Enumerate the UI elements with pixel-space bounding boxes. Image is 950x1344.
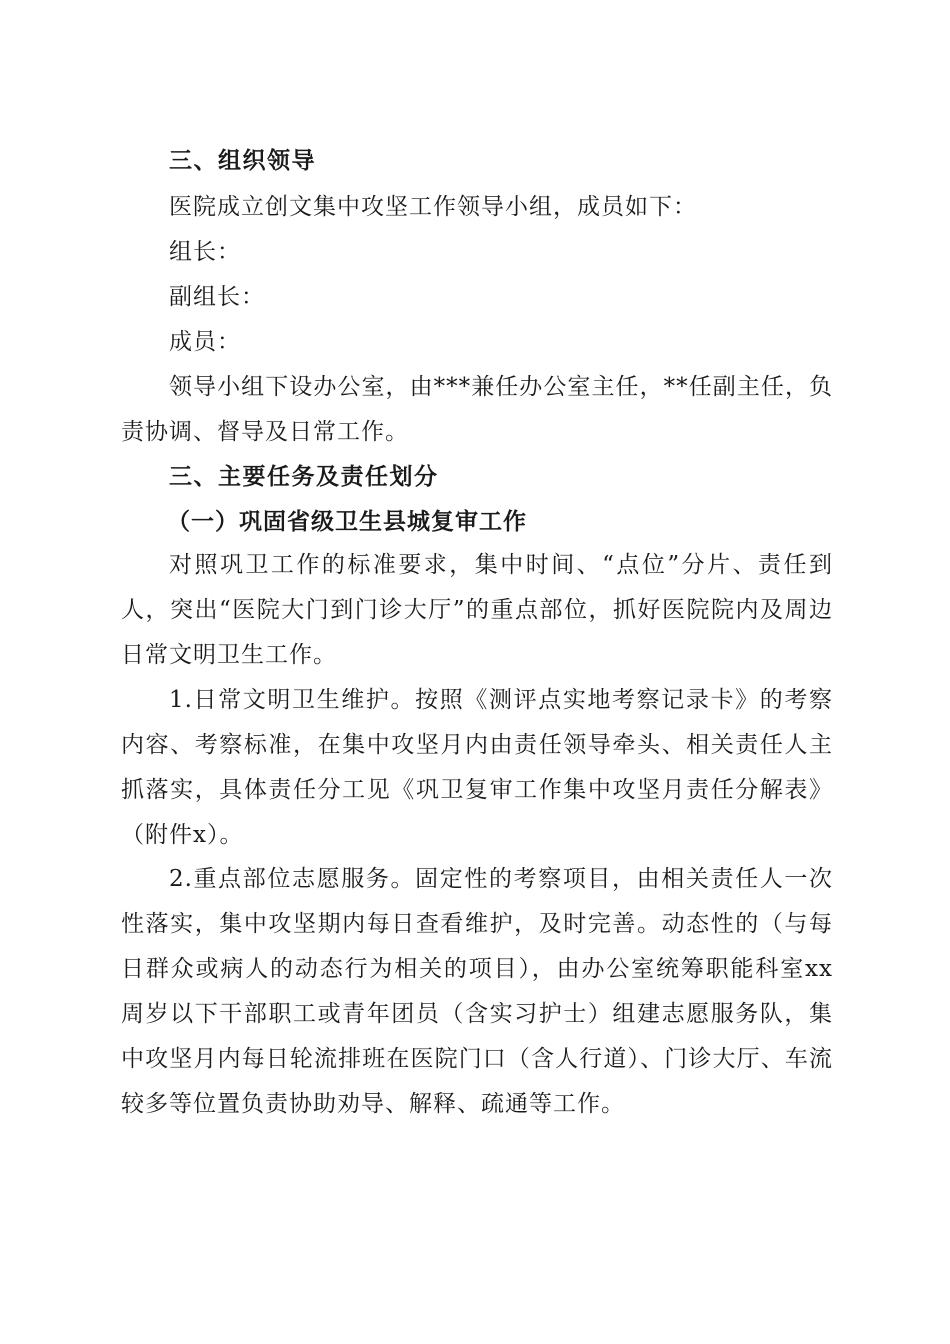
subheading-sanitary-review: （一）巩固省级卫生县城复审工作 [167, 508, 527, 535]
members-label: 成员： [169, 329, 241, 355]
deputy-leader-label: 副组长： [169, 284, 265, 310]
item-volunteer-service: 2.重点部位志愿服务。固定性的考察项目，由相关责任人一次性落实，集中攻坚期内每日查看维护，及时完善。动态性的（与每日群众或病人的动态行为相关的项目），由办公室统筹职能科室xx周岁以下干部职工或青年团员（含实习护士）组建志愿服务队，集中攻坚月内每日轮流排班在医院门口（含人行道）、门诊大厅、车流较多等位置负责协助劝导、解释、疏通等工作。 [121, 866, 833, 1117]
organization-intro: 医院成立创文集中攻坚工作领导小组，成员如下： [169, 194, 697, 220]
section-heading-organization: 三、组织领导 [169, 148, 316, 174]
item-daily-hygiene: 1.日常文明卫生维护。按照《测评点实地考察记录卡》的考察内容、考察标准，在集中攻坚月内由责任领导牵头、相关责任人主抓落实，具体责任分工见《巩卫复审工作集中攻坚月责任分解表》（附件x）。 [121, 687, 833, 848]
standard-requirements-paragraph: 对照巩卫工作的标准要求，集中时间、“点位”分片、责任到人，突出“医院大门到门诊大厅”的重点部位，抓好医院院内及周边日常文明卫生工作。 [121, 552, 833, 668]
office-description: 领导小组下设办公室，由***兼任办公室主任，**任副主任，负责协调、督导及日常工作。 [121, 374, 833, 445]
section-heading-tasks: 三、主要任务及责任划分 [169, 464, 439, 490]
leader-label: 组长： [169, 239, 241, 265]
